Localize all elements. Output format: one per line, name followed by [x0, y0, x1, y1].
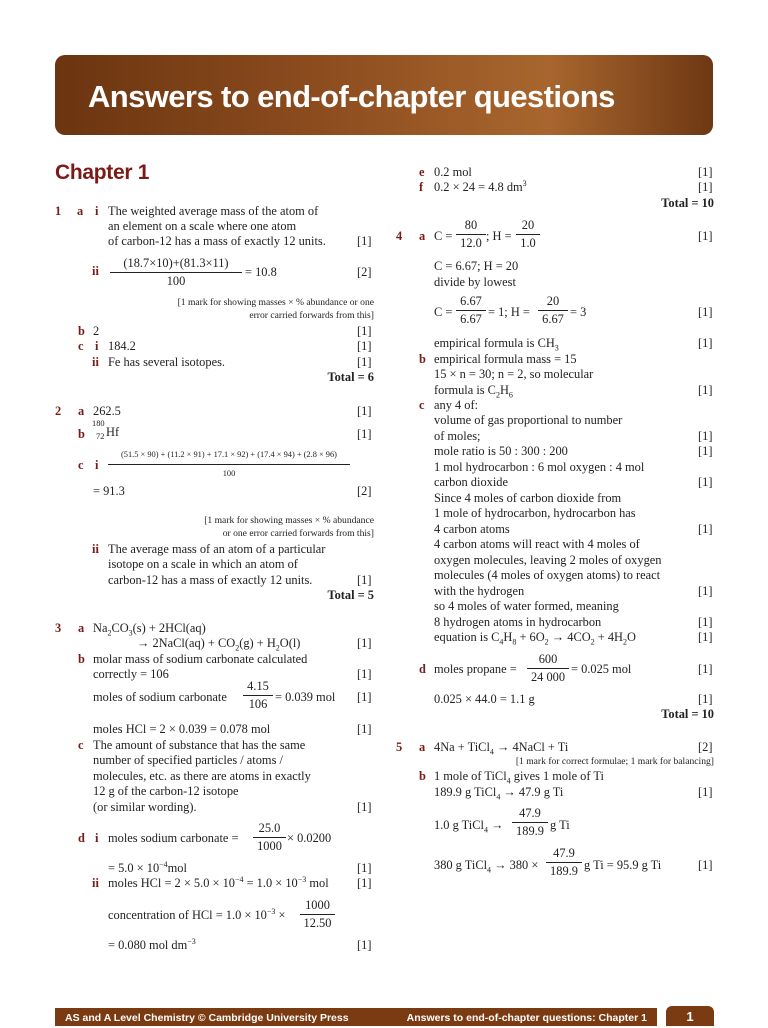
mark: [1]	[357, 339, 372, 353]
answer-text: carbon dioxide	[434, 475, 508, 489]
answer-text: = 0.025 mol	[571, 662, 632, 676]
part-label: a	[78, 404, 85, 418]
fraction: 25.0 1000	[253, 821, 286, 855]
equation-line: 4Na + TiCl$_4$ → 4NaCl + Ti	[434, 740, 569, 757]
mark: [1]	[357, 324, 372, 338]
mark: [1]	[698, 475, 713, 489]
part-label: a	[419, 229, 426, 243]
mark: [1]	[698, 229, 713, 243]
answer-text: = 0.039 mol	[275, 690, 336, 704]
footer-copyright: AS and A Level Chemistry © Cambridge University Press	[65, 1012, 349, 1024]
mark-note: error carried forwards from this]	[249, 310, 374, 321]
question-number: 1	[55, 204, 62, 218]
part-label: d	[78, 831, 85, 845]
answer-text: 184.2	[108, 339, 136, 353]
answer-text: of moles;	[434, 429, 481, 443]
mark: [1]	[357, 800, 372, 814]
part-label: c	[78, 458, 84, 472]
answer-text: moles HCl = 2 × 0.039 = 0.078 mol	[93, 722, 271, 736]
mark: [2]	[357, 265, 372, 279]
fraction: 4.15 106	[243, 679, 273, 713]
subpart-label: i	[95, 339, 99, 353]
footer-bar	[55, 1008, 657, 1026]
mark: [1]	[357, 355, 372, 369]
answer-text: 380 g TiCl$_4$ → 380 ×	[434, 858, 539, 875]
header-banner	[55, 55, 713, 135]
answer-text: 12 g of the carbon-12 isotope	[93, 784, 239, 798]
answer-text: 2	[93, 324, 100, 338]
answer-text: The average mass of an atom of a particular	[108, 542, 326, 556]
answer-text: any 4 of:	[434, 398, 479, 412]
answer-text: The weighted average mass of the atom of	[108, 204, 319, 218]
mark-note: [1 mark for correct formulae; 1 mark for balancing]	[515, 756, 714, 767]
total: Total = 5	[327, 588, 374, 602]
mark: [1]	[357, 427, 372, 441]
mark: [1]	[698, 383, 713, 397]
answer-text: = 0.080 mol $dm^{-3}$	[108, 936, 196, 952]
mark: [1]	[698, 615, 713, 629]
part-label: a	[78, 621, 85, 635]
answer-text: isotope on a scale in which an atom of	[108, 557, 298, 571]
mark: [1]	[698, 630, 713, 644]
answer-text: = $5.0 \times 10^{-4}mol$	[108, 859, 187, 875]
answer-text: empirical formula mass = 15	[434, 352, 577, 366]
question-number: 5	[396, 740, 403, 754]
answer-text: 189.9 g TiCl$_4$ → 47.9 g Ti	[434, 785, 564, 802]
fraction: 20 6.67	[538, 294, 568, 328]
mark: [1]	[698, 662, 713, 676]
answer-text: volume of gas proportional to number	[434, 413, 623, 427]
fraction: 47.9 189.9	[546, 846, 582, 880]
fraction: 20 1.0	[516, 218, 540, 252]
mark: [1]	[698, 165, 713, 179]
answer-text: = 3	[570, 305, 587, 319]
part-label: b	[419, 352, 426, 366]
mark: [1]	[357, 876, 372, 890]
question-number: 2	[55, 404, 62, 418]
answer-text: × 0.0200	[287, 831, 332, 845]
answer-text: (or similar wording).	[93, 800, 197, 814]
equation-line: equation is $C_4H_8 + 6O_2 \to 4CO_2 + 4H_2O$	[434, 630, 636, 647]
answer-text: carbon-12 has a mass of exactly 12 units.	[108, 573, 313, 587]
answer-text: 4 carbon atoms	[434, 522, 510, 536]
answer-text: moles propane =	[434, 662, 517, 676]
question-number: 4	[396, 229, 403, 243]
answer-text: 0.2 × 24 = 4.8 $dm^3$	[434, 178, 527, 194]
element-symbol: Hf	[106, 425, 120, 439]
numerator: (18.7×10)+(81.3×11)	[123, 256, 229, 270]
mark: [1]	[698, 522, 713, 536]
mark: [1]	[357, 636, 372, 650]
total: Total = 10	[661, 196, 714, 210]
subpart-label: ii	[92, 876, 99, 890]
answer-text: an element on a scale where one atom	[108, 219, 297, 233]
answer-text: concentration of HCl = $1.0 \times 10^{-3}$ ×	[108, 906, 286, 922]
answer-text: 15 × n = 30; n = 2, so molecular	[434, 367, 594, 381]
mark: [2]	[698, 740, 713, 754]
part-label: b	[78, 427, 85, 441]
answer-text: C = 6.67; H = 20	[434, 259, 519, 273]
answer-text: molecules, etc. as there are atoms in exactly	[93, 769, 311, 783]
answer-text: Since 4 moles of carbon dioxide from	[434, 491, 622, 505]
mark: [1]	[698, 336, 713, 350]
answer-text: C =	[434, 229, 453, 243]
answer-text: mole ratio is 50 : 300 : 200	[434, 444, 568, 458]
total: Total = 6	[327, 370, 374, 384]
total: Total = 10	[661, 707, 714, 721]
part-label: d	[419, 662, 426, 676]
mark: [1]	[698, 584, 713, 598]
part-label: b	[78, 652, 85, 666]
fraction	[108, 450, 350, 479]
mark: [1]	[698, 180, 713, 194]
answer-text: 262.5	[93, 404, 121, 418]
answer-text: molar mass of sodium carbonate calculated	[93, 652, 308, 666]
answer-text: empirical formula is $CH_3$	[434, 336, 559, 353]
part-label: b	[419, 769, 426, 783]
answer-text: 4 carbon atoms will react with 4 moles of	[434, 537, 640, 551]
answer-text: = 10.8	[245, 265, 277, 279]
subpart-label: i	[95, 831, 99, 845]
part-label: b	[78, 324, 85, 338]
answer-text: g Ti = 95.9 g Ti	[584, 858, 662, 872]
mark: [1]	[357, 861, 372, 875]
answer-text: 1 mol hydrocarbon : 6 mol oxygen : 4 mol	[434, 460, 645, 474]
mark: [1]	[698, 305, 713, 319]
mark: [1]	[357, 690, 372, 704]
fraction: 47.9 189.9	[512, 806, 548, 840]
answer-text: 1.0 g TiCl$_4$ →	[434, 818, 504, 835]
subpart-label: i	[95, 204, 99, 218]
answer-text: ; H =	[486, 229, 512, 243]
mark: [1]	[357, 938, 372, 952]
atomic-number: 72	[96, 432, 105, 441]
question-number: 3	[55, 621, 62, 635]
answer-text: so 4 moles of water formed, meaning	[434, 599, 619, 613]
subpart-label: ii	[92, 264, 99, 278]
answer-text: 0.025 × 44.0 = 1.1 g	[434, 692, 535, 706]
answer-text: 1 mole of TiCl$_4$ gives 1 mole of Ti	[434, 769, 604, 786]
mark: [1]	[698, 429, 713, 443]
answer-text: of carbon-12 has a mass of exactly 12 units.	[108, 234, 326, 248]
answer-text: number of specified particles / atoms /	[93, 753, 283, 767]
fraction	[110, 256, 242, 290]
subpart-label: ii	[92, 542, 99, 556]
mark: [1]	[357, 667, 372, 681]
answer-text: Fe has several isotopes.	[108, 355, 225, 369]
mark: [1]	[698, 444, 713, 458]
mark: [1]	[357, 234, 372, 248]
mark-note: [1 mark for showing masses × % abundance or one	[177, 297, 374, 308]
answer-text: 1 mole of hydrocarbon, hydrocarbon has	[434, 506, 636, 520]
subpart-label: i	[95, 458, 99, 472]
mark: [1]	[357, 573, 372, 587]
mass-number: 180	[92, 419, 105, 428]
answer-text: = 91.3	[93, 484, 125, 498]
mark: [1]	[698, 858, 713, 872]
answer-text: moles of sodium carbonate	[93, 690, 227, 704]
answer-text: oxygen molecules, leaving 2 moles of oxygen	[434, 553, 662, 567]
chapter-heading: Chapter 1	[55, 161, 150, 184]
mark-note: or one error carried forwards from this]	[222, 528, 374, 539]
denominator: 100	[222, 469, 236, 478]
subpart-label: ii	[92, 355, 99, 369]
answer-text: C =	[434, 305, 453, 319]
answer-text: formula is $C_2H_6$	[434, 383, 513, 400]
answer-text: 8 hydrogen atoms in hydrocarbon	[434, 615, 602, 629]
equation-line: → 2NaCl(aq) + $CO_2(g) + H_2O(l)$	[137, 636, 301, 653]
part-label: e	[419, 165, 425, 179]
denominator: 100	[166, 274, 186, 289]
footer-chapter: Answers to end-of-chapter questions: Chapter 1	[406, 1012, 647, 1024]
part-label: a	[419, 740, 426, 754]
answer-text: moles sodium carbonate =	[108, 831, 239, 845]
answer-text: correctly = 106	[93, 667, 169, 681]
answer-text: molecules (4 moles of oxygen atoms) to react	[434, 568, 661, 582]
answer-text: moles HCl = $2 \times 5.0 \times 10^{-4} = 1.0 \times 10^{-3}$ mol	[108, 874, 329, 890]
fraction: 80 12.0	[456, 218, 486, 252]
answer-text: The amount of substance that has the same	[93, 738, 306, 752]
numerator: (51.5 × 90) + (11.2 × 91) + 17.1 × 92) + (17.4 × 94) + (2.8 × 96)	[121, 450, 337, 459]
mark: [1]	[698, 785, 713, 799]
fraction: 600 24 000	[527, 652, 569, 686]
equation-line: $Na_2CO_3(s) + 2HCl(aq)$	[93, 621, 206, 638]
answer-text: 0.2 mol	[434, 165, 472, 179]
mark: [1]	[357, 404, 372, 418]
part-label: c	[78, 339, 84, 353]
mark: [1]	[357, 722, 372, 736]
mark-note: [1 mark for showing masses × % abundance	[204, 515, 374, 526]
part-label: c	[78, 738, 84, 752]
answer-text: with the hydrogen	[434, 584, 525, 598]
part-label: c	[419, 398, 425, 412]
part-label: a	[77, 204, 84, 218]
answer-text: divide by lowest	[434, 275, 516, 289]
part-label: f	[419, 180, 424, 194]
answer-text: g Ti	[550, 818, 570, 832]
fraction: 6.67 6.67	[456, 294, 486, 328]
page-title: Answers to end-of-chapter questions	[88, 79, 615, 114]
mark: [2]	[357, 484, 372, 498]
answer-text: = 1; H =	[488, 305, 530, 319]
mark: [1]	[698, 692, 713, 706]
fraction: 1000 12.50	[300, 898, 335, 932]
page-number: 1	[666, 1006, 714, 1026]
